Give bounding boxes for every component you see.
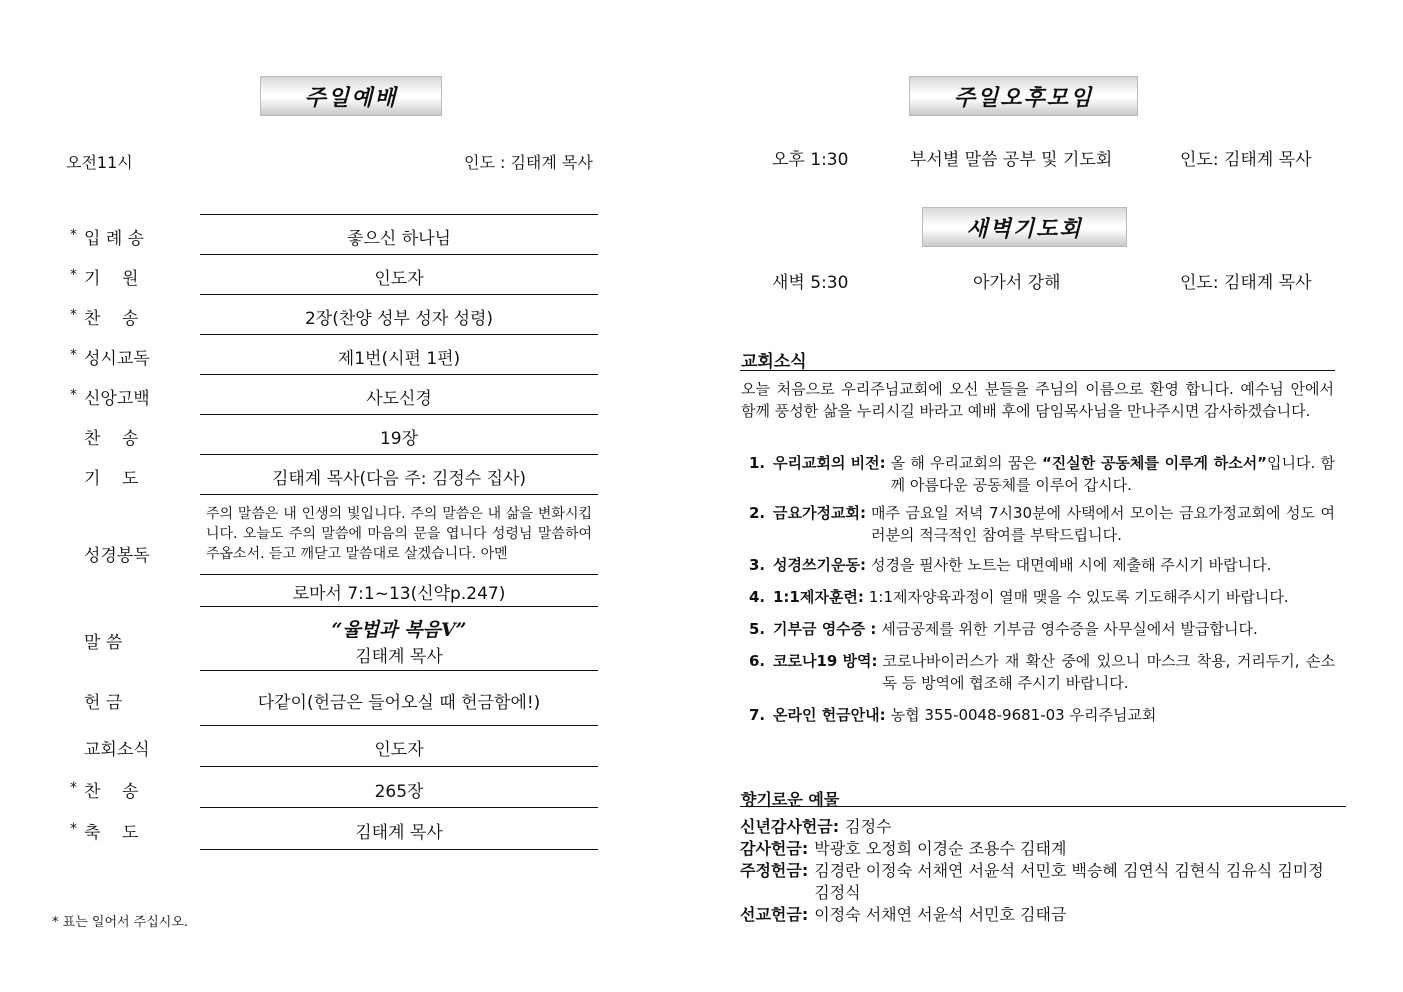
order-divider [200,334,598,335]
dawn-banner: 새벽기도회 [922,207,1127,247]
order-star: * [70,307,77,323]
order-star: * [70,387,77,403]
news-item-body [891,704,1335,726]
news-item-heading: 온라인 헌금안내: [773,706,886,724]
news-item-text: 코로나바이러스가 재 확산 중에 있으니 마스크 착용, 거리두기, 손소독 등 방역에 협조해 주시기 바랍니다. [882,652,1335,692]
order-divider [200,414,598,415]
welcome-text: 오늘 처음으로 우리주님교회에 오신 분들을 주님의 이름으로 환영 합니다. 예수님 안에서 함께 풍성한 삶을 누리시길 바라고 예배 후에 담임목사님을 만나주시면 감사하겠습니다. [741,380,1334,420]
order-star: * [70,267,77,283]
news-item-number: 7. [749,706,766,724]
offering-row [740,904,1340,926]
offering-type: 신년감사헌금: [740,817,840,836]
news-item-number: 1. [749,454,766,472]
bless-label: 축 도 [84,823,139,843]
news-item-text: 1:1제자양육과정이 열매 맺을 수 있도록 기도해주시기 바랍니다. [868,588,1289,606]
news-item-body [871,502,1335,546]
news-item-number: 3. [749,556,766,574]
worship-leader: 인도 : 김태계 목사 [464,153,593,172]
news-item-heading: 금요가정교회: [773,504,866,522]
news-item-body [891,452,1335,496]
offering-row [740,860,1340,904]
order-divider [200,454,598,455]
order-divider [200,294,598,295]
dawn-time: 새벽 5:30 [772,273,849,293]
offering-row [740,838,1340,860]
sermon-title: “율법과 복음Ⅴ” [331,619,467,641]
news-item-body [871,554,1335,576]
news-item [749,554,1335,576]
offering-label: 헌 금 [84,693,123,713]
news-item-number: 5. [749,620,766,638]
news-item-heading: 코로나19 방역: [773,652,878,670]
news-title: 교회소식 [741,352,807,372]
news-item-number: 4. [749,588,766,606]
offering-type: 감사헌금: [740,839,809,858]
dawn-leader: 인도: 김태계 목사 [1180,273,1312,293]
news-item [749,452,1335,496]
news-item-text: 농협 355-0048-9681-03 우리주님교회 [890,706,1157,724]
news-item-body [883,650,1335,694]
news-item-number: 2. [749,504,766,522]
news-item-text: 성경을 필사한 노트는 대면예배 시에 제출해 주시기 바랍니다. [870,556,1272,574]
offering-type: 선교헌금: [740,905,809,924]
news-item-heading: 기부금 영수증 : [773,620,877,638]
sermon-preacher: 김태계 목사 [355,647,443,667]
news-item-body [881,618,1335,640]
order-label: 성시교독 [84,349,150,369]
order-label: 기 원 [84,269,139,289]
hymn2-label: 찬 송 [84,782,139,802]
order-label: 입 례 송 [84,229,145,249]
offering-names: 박광호 오정희 이경순 조용수 김태계 [814,839,1067,858]
afternoon-desc: 부서별 말씀 공부 및 기도회 [910,150,1113,170]
offering-names: 김경란 이정숙 서채연 서윤석 서민호 백승혜 김연식 김현식 김유식 김미정 김정식 [814,861,1324,902]
order-label: 신앙고백 [84,389,150,409]
offering-type: 주정헌금: [740,861,809,880]
news-item [749,502,1335,546]
afternoon-leader: 인도: 김태계 목사 [1180,150,1312,170]
news-item-number: 6. [749,652,766,670]
worship-time: 오전11시 [66,153,133,172]
afternoon-time: 오후 1:30 [772,150,849,170]
reading-text: 주의 말씀은 내 인생의 빛입니다. 주의 말씀은 내 삶을 변화시킵니다. 오늘도 주의 말씀에 마음의 문을 엽니다 성령님 말씀하여 주옵소서. 듣고 깨닫고 말씀대로 살겠습니다. 아멘 [206,506,592,562]
news-item-tail: 입니다. 함께 아름다운 공동체를 이루어 갑시다. [890,454,1335,494]
reading-reference: 로마서 7:1~13(신약p.247) [292,584,506,604]
order-value: 사도신경 [366,389,432,409]
order-value: 인도자 [374,269,424,289]
offering-names: 이정숙 서채연 서윤석 서민호 김태금 [814,905,1067,924]
order-divider [200,494,598,495]
order-value: 김태계 목사(다음 주: 김정수 집사) [271,469,527,489]
news-item [749,618,1335,640]
news-value: 인도자 [374,740,424,760]
offerings-title: 향기로운 예물 [741,790,840,809]
order-label: 찬 송 [84,309,139,329]
news-item [749,650,1335,694]
worship-banner: 주일예배 [260,76,442,116]
news-label: 교회소식 [84,740,150,760]
order-divider [200,214,598,215]
order-value: 2장(찬양 성부 성자 성령) [304,309,494,329]
sermon-label: 말 씀 [84,633,123,653]
news-item-body [869,586,1335,608]
news-item-text: 올 해 우리교회의 꿈은 [890,454,1042,472]
order-star: * [70,347,77,363]
news-item-emphasis: “진실한 공동체를 이루게 하소서” [1041,454,1268,472]
dawn-desc: 아가서 강해 [973,273,1061,293]
news-item [749,704,1335,726]
news-item-text: 매주 금요일 저녁 7시30분에 사택에서 모이는 금요가정교회에 성도 여러분의 적극적인 참여를 부탁드립니다. [870,504,1335,544]
offering-names: 김정수 [845,817,892,836]
bless-value: 김태계 목사 [355,823,443,843]
news-item-text: 세금공제를 위한 기부금 영수증을 사무실에서 발급합니다. [881,620,1258,638]
hymn2-star: * [70,780,77,796]
afternoon-banner: 주일오후모임 [909,76,1138,116]
news-item-heading: 성경쓰기운동: [773,556,866,574]
offering-value: 다같이(헌금은 들어오실 때 헌금함에!) [257,693,541,713]
order-label: 기 도 [84,469,139,489]
order-value: 19장 [379,429,419,449]
order-divider [200,374,598,375]
order-label: 찬 송 [84,429,139,449]
news-item-heading: 우리교회의 비전: [773,454,886,472]
bless-star: * [70,821,77,837]
order-value: 좋으신 하나님 [347,229,451,249]
reading-label: 성경봉독 [84,546,150,566]
order-value: 제1번(시편 1편) [337,349,461,369]
order-divider [200,254,598,255]
news-item-heading: 1:1제자훈련: [773,588,864,606]
hymn2-value: 265장 [374,782,424,802]
offering-row [740,816,1340,838]
news-item [749,586,1335,608]
order-star: * [70,227,77,243]
footnote: * 표는 일어서 주십시오. [52,915,189,930]
